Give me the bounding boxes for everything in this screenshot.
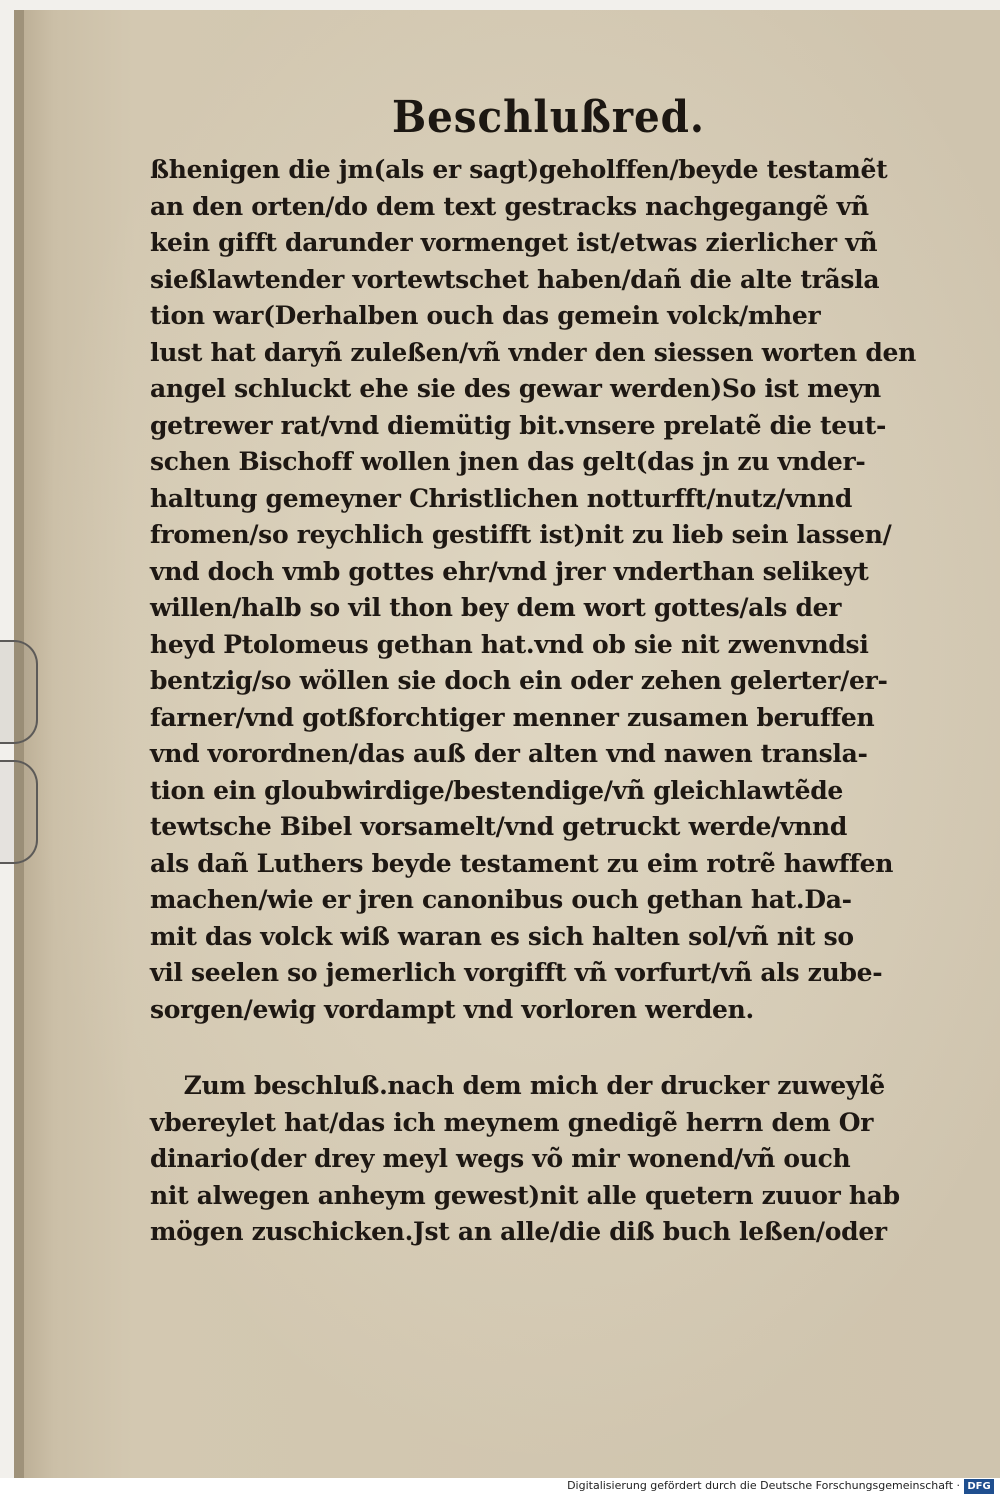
footer-bar (0, 1478, 1000, 1497)
page-heading: Beschlußred. (392, 92, 705, 143)
funding-credit: Digitalisierung gefördert durch die Deutsche Forschungsgemeinschaft · (567, 1479, 960, 1492)
text-line: sorgen/ewig vordampt vnd vorloren werden. (150, 994, 754, 1024)
text-line: bentzig/so wöllen sie doch ein oder zehen gelerter/er- (150, 666, 888, 695)
text-line: getrewer rat/vnd diemütig bit.vnsere prelatẽ die teut- (150, 410, 887, 440)
text-line: machen/wie er jren canonibus ouch gethan hat.Da- (150, 885, 852, 914)
text-line: sießlawtender vortewtschet haben/dañ die alte trãsla (150, 264, 880, 294)
text-line: lust hat daryñ zuleßen/vñ vnder den siessen worten den (150, 337, 916, 367)
text-line: vbereylet hat/das ich meynem gnedigẽ herrn dem Or (150, 1107, 874, 1137)
text-line: ßhenigen die jm(als er sagt)geholffen/beyde testamẽt (150, 155, 888, 184)
text-line: haltung gemeyner Christlichen notturfft/nutz/vnnd (150, 483, 853, 513)
text-line: an den orten/do dem text gestracks nachgegangẽ vñ (150, 191, 869, 221)
text-line: als dañ Luthers beyde testament zu eim rotrẽ hawffen (150, 848, 894, 878)
text-line: mögen zuschicken.Jst an alle/die diß buch leßen/oder (150, 1217, 887, 1246)
paragraph-1 (150, 152, 920, 1028)
text-line: fromen/so reychlich gestifft ist)nit zu lieb sein lassen/ (150, 520, 892, 549)
text-line: angel schluckt ehe sie des gewar werden)So ist meyn (150, 374, 881, 403)
text-line: kein gifft darunder vormenget ist/etwas zierlicher vñ (150, 228, 878, 257)
paragraph-2 (150, 1068, 920, 1251)
text-line: Zum beschluß.nach dem mich der drucker zuweylẽ (150, 1071, 885, 1100)
text-line: vnd doch vmb gottes ehr/vnd jrer vnderthan selikeyt (150, 556, 869, 586)
text-line: tion war(Derhalben ouch das gemein volck/mher (150, 301, 821, 330)
page-edge (14, 10, 24, 1478)
binding-clip-lower (0, 760, 38, 864)
paragraph-gap (150, 1028, 920, 1068)
text-line: nit alwegen anheym gewest)nit alle quetern zuuor hab (150, 1180, 900, 1210)
text-line: tewtsche Bibel vorsamelt/vnd getruckt werde/vnnd (150, 812, 848, 841)
text-line: schen Bischoff wollen jnen das gelt(das jn zu vnder- (150, 447, 866, 476)
binding-clip-upper (0, 640, 38, 744)
text-line: dinario(der drey meyl wegs võ mir wonend/vñ ouch (150, 1144, 851, 1173)
text-line: vnd vorordnen/das auß der alten vnd nawen transla- (150, 739, 868, 768)
text-line: vil seelen so jemerlich vorgifft vñ vorfurt/vñ als zube- (150, 958, 883, 987)
text-line: willen/halb so vil thon bey dem wort gottes/als der (150, 593, 842, 622)
text-line: mit das volck wiß waran es sich halten sol/vñ nit so (150, 921, 854, 951)
dfg-logo: DFG (964, 1479, 994, 1494)
body-text (150, 152, 920, 1251)
text-line: farner/vnd gotßforchtiger menner zusamen beruffen (150, 702, 875, 732)
text-line: tion ein gloubwirdige/bestendige/vñ gleichlawtẽde (150, 775, 844, 805)
text-line: heyd Ptolomeus gethan hat.vnd ob sie nit zwenvndsi (150, 629, 869, 659)
